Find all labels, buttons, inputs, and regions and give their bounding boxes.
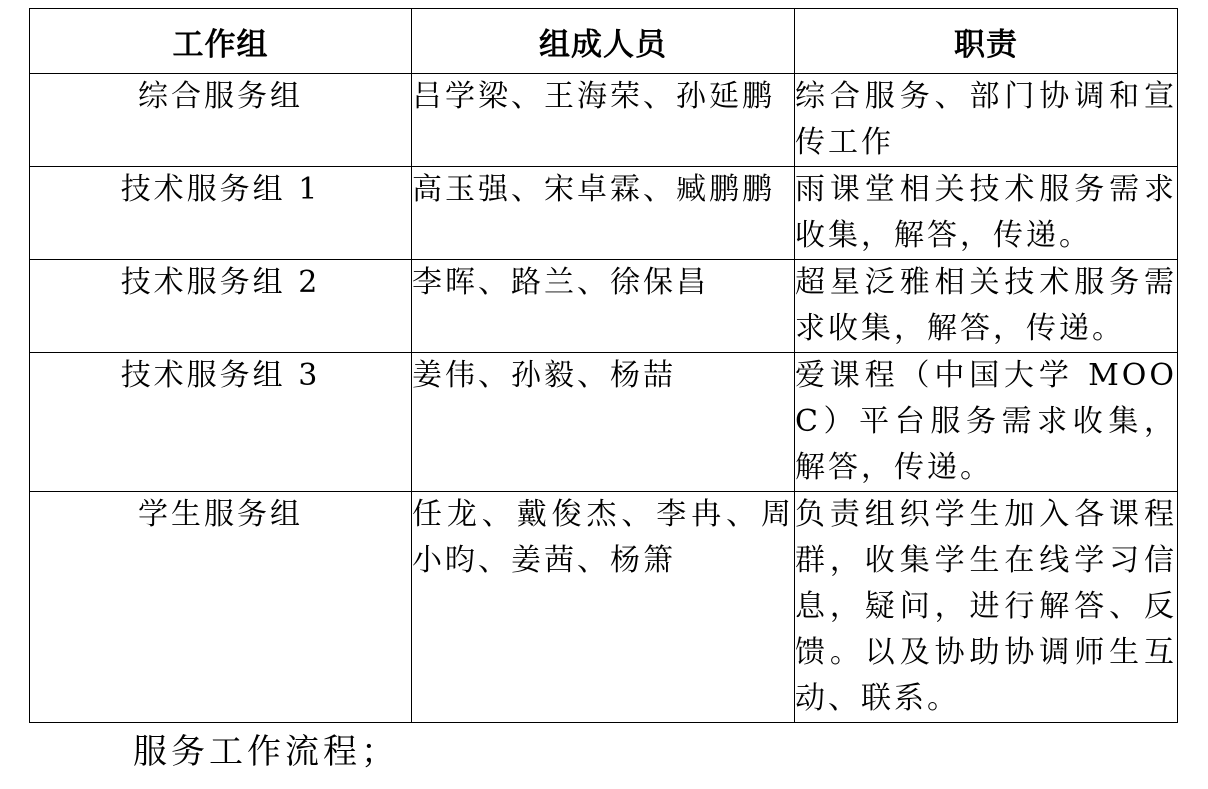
group-name-cell: 技术服务组 2 bbox=[30, 260, 412, 353]
header-duties: 职责 bbox=[795, 9, 1178, 74]
duty-cell: 综合服务、部门协调和宣传工作 bbox=[795, 74, 1178, 167]
duty-cell: 雨课堂相关技术服务需求收集，解答，传递。 bbox=[795, 167, 1178, 260]
header-members: 组成人员 bbox=[412, 9, 795, 74]
table-row bbox=[30, 167, 1178, 260]
group-name-cell: 综合服务组 bbox=[30, 74, 412, 167]
table-row bbox=[30, 353, 1178, 492]
members-cell: 任龙、戴俊杰、李冉、周小昀、姜茜、杨箫 bbox=[412, 492, 795, 723]
group-name-cell: 技术服务组 3 bbox=[30, 353, 412, 492]
service-workflow-heading: 服务工作流程； bbox=[133, 732, 399, 772]
header-work-group: 工作组 bbox=[30, 9, 412, 74]
table-header-row bbox=[30, 9, 1178, 74]
service-group-table bbox=[29, 8, 1178, 723]
members-cell: 李晖、路兰、徐保昌 bbox=[412, 260, 795, 353]
duty-cell: 超星泛雅相关技术服务需求收集，解答，传递。 bbox=[795, 260, 1178, 353]
duty-cell: 爱课程（中国大学 MOOC）平台服务需求收集，解答，传递。 bbox=[795, 353, 1178, 492]
table-row bbox=[30, 492, 1178, 723]
table-row bbox=[30, 74, 1178, 167]
table-row bbox=[30, 260, 1178, 353]
group-name-cell: 学生服务组 bbox=[30, 492, 412, 723]
members-cell: 吕学梁、王海荣、孙延鹏 bbox=[412, 74, 795, 167]
members-cell: 高玉强、宋卓霖、臧鹏鹏 bbox=[412, 167, 795, 260]
group-name-cell: 技术服务组 1 bbox=[30, 167, 412, 260]
members-cell: 姜伟、孙毅、杨喆 bbox=[412, 353, 795, 492]
duty-cell: 负责组织学生加入各课程群，收集学生在线学习信息，疑问，进行解答、反馈。以及协助协调师生互动、联系。 bbox=[795, 492, 1178, 723]
